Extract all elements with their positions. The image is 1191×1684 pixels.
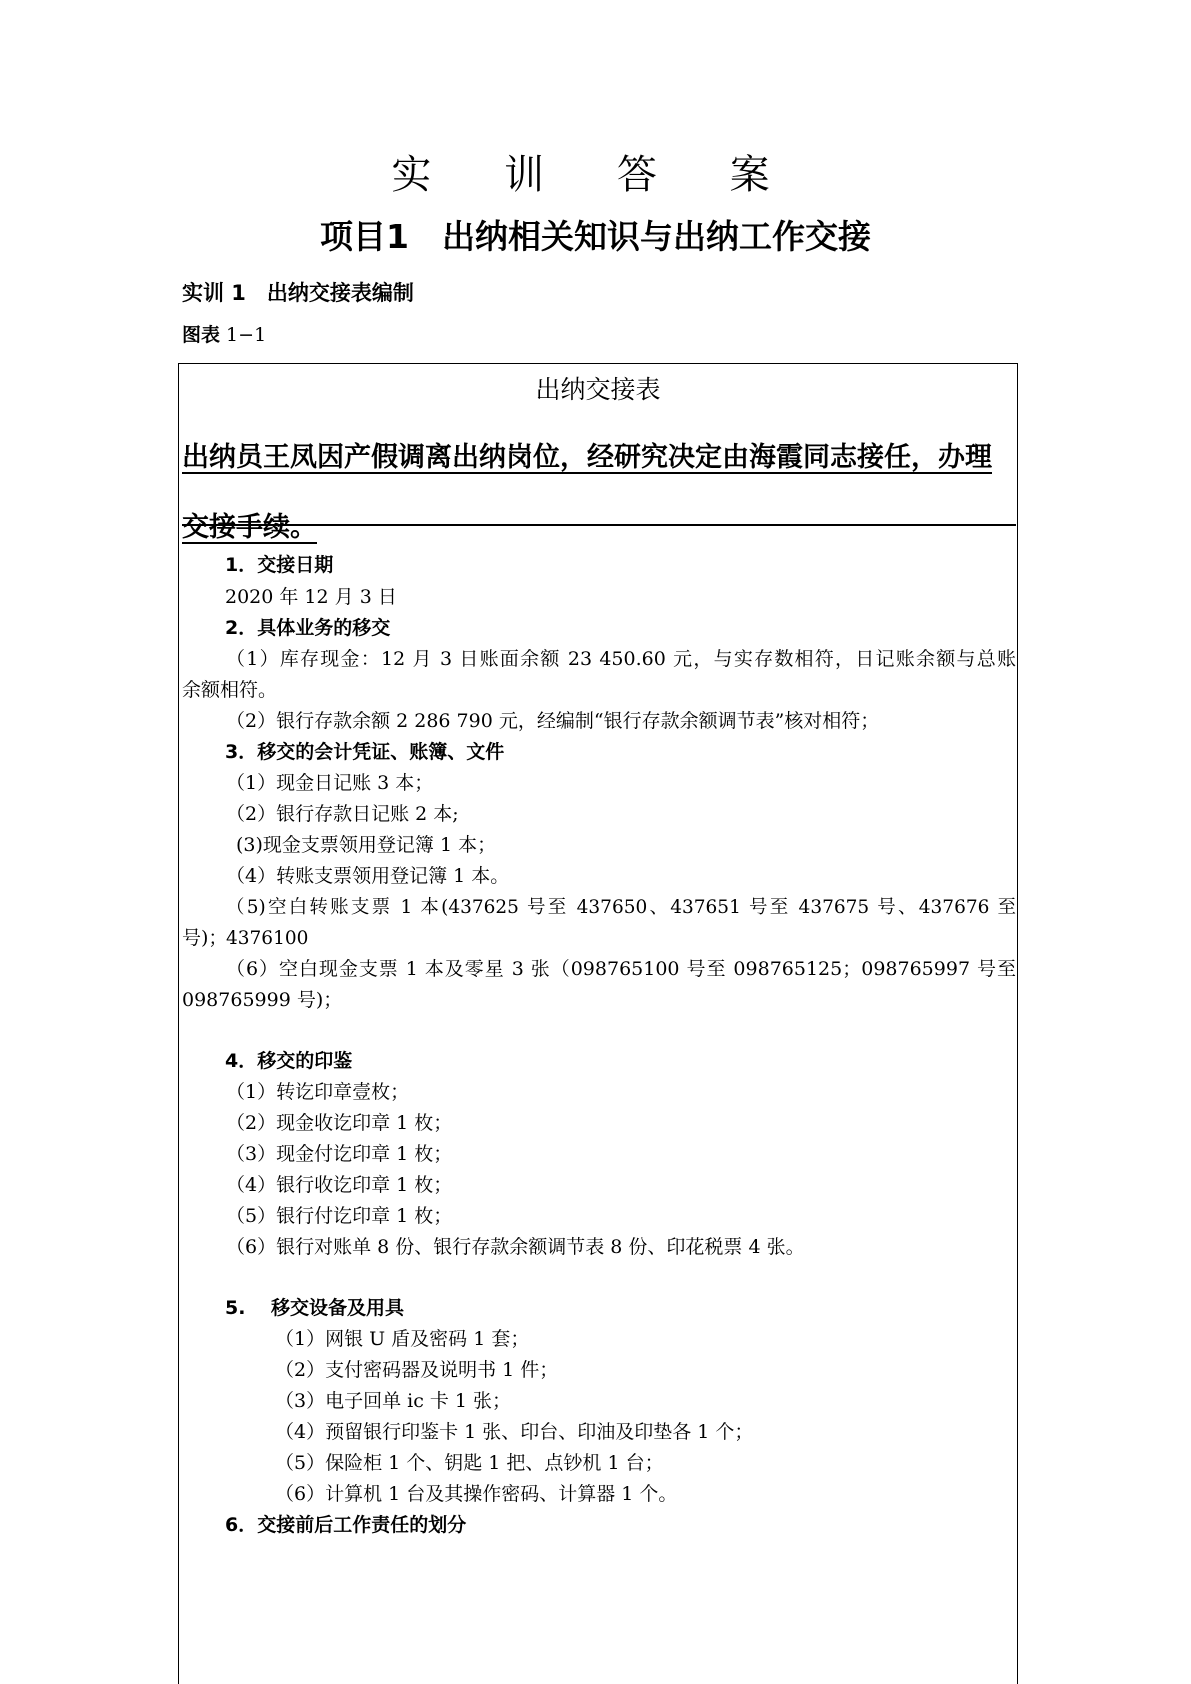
heading-vouchers-books: 3．移交的会计凭证、账簿、文件	[225, 741, 505, 763]
equipment-item-1: （1）网银 U 盾及密码 1 套；	[275, 1328, 530, 1350]
heading-handover-date: 1．交接日期	[225, 554, 334, 576]
figure-label	[182, 320, 266, 347]
cash-item-line-1: （1）库存现金：12 月 3 日账面余额 23 450.60 元，与实存数相符，日记账余额与总账	[226, 648, 1016, 670]
equipment-item-4: （4）预留银行印鉴卡 1 张、印台、印油及印垫各 1 个；	[275, 1421, 754, 1443]
seals-item-3: （3）现金付讫印章 1 枚；	[226, 1143, 453, 1165]
vouchers-item-5-line-2: 号)；	[182, 927, 228, 949]
vouchers-item-6-line-1: （6）空白现金支票 1 本及零星 3 张（098765100 号至 098765125；098765997 号至	[226, 958, 1016, 980]
project-title: 项目1 出纳相关知识与出纳工作交接	[320, 217, 871, 256]
intro-line-1: 出纳员王凤因产假调离出纳岗位，经研究决定由海霞同志接任，办理	[182, 442, 992, 473]
vouchers-item-6-line-2: 098765999 号)；	[182, 989, 343, 1011]
doc-title: 实 训 答 案	[391, 152, 800, 198]
intro-underline-rule	[182, 524, 1016, 526]
figure-label-prefix: 图表	[182, 324, 221, 346]
seals-item-5: （5）银行付讫印章 1 枚；	[226, 1205, 453, 1227]
form-intro	[182, 423, 1016, 563]
equipment-item-2: （2）支付密码器及说明书 1 件；	[275, 1359, 559, 1381]
form-title: 出纳交接表	[535, 375, 661, 404]
seals-item-6: （6）银行对账单 8 份、银行存款余额调节表 8 份、印花税票 4 张。	[226, 1236, 805, 1258]
intro-line-2: 交接手续。	[182, 512, 317, 543]
vouchers-item-5-line-1: （5)空白转账支票 1 本(437625 号至 437650、437651 号至 437675 号、437676 至 4376100	[226, 897, 1016, 949]
heading-equipment: 5. 移交设备及用具	[225, 1297, 405, 1319]
vouchers-item-3: (3)现金支票领用登记簿 1 本；	[236, 834, 497, 856]
heading-business-handover: 2．具体业务的移交	[225, 617, 391, 639]
section-heading: 实训 1 出纳交接表编制	[182, 281, 414, 305]
equipment-item-3: （3）电子回单 ic 卡 1 张；	[275, 1390, 512, 1412]
vouchers-item-1: （1）现金日记账 3 本；	[226, 772, 434, 794]
heading-seals: 4．移交的印鉴	[225, 1050, 353, 1072]
heading-responsibility-division: 6．交接前后工作责任的划分	[225, 1514, 467, 1536]
seals-item-2: （2）现金收讫印章 1 枚；	[226, 1112, 453, 1134]
vouchers-item-2: （2）银行存款日记账 2 本;	[226, 803, 459, 825]
bank-deposit-item: （2）银行存款余额 2 286 790 元，经编制“银行存款余额调节表”核对相符；	[226, 710, 880, 732]
equipment-item-5: （5）保险柜 1 个、钥匙 1 把、点钞机 1 台；	[275, 1452, 664, 1474]
seals-item-1: （1）转讫印章壹枚；	[226, 1081, 410, 1103]
handover-date: 2020 年 12 月 3 日	[225, 586, 397, 608]
figure-label-number: 1−1	[220, 324, 267, 346]
vouchers-item-4: （4）转账支票领用登记簿 1 本。	[226, 865, 510, 887]
equipment-item-6: （6）计算机 1 台及其操作密码、计算器 1 个。	[275, 1483, 678, 1505]
seals-item-4: （4）银行收讫印章 1 枚；	[226, 1174, 453, 1196]
cash-item-line-2: 余额相符。	[182, 679, 278, 701]
